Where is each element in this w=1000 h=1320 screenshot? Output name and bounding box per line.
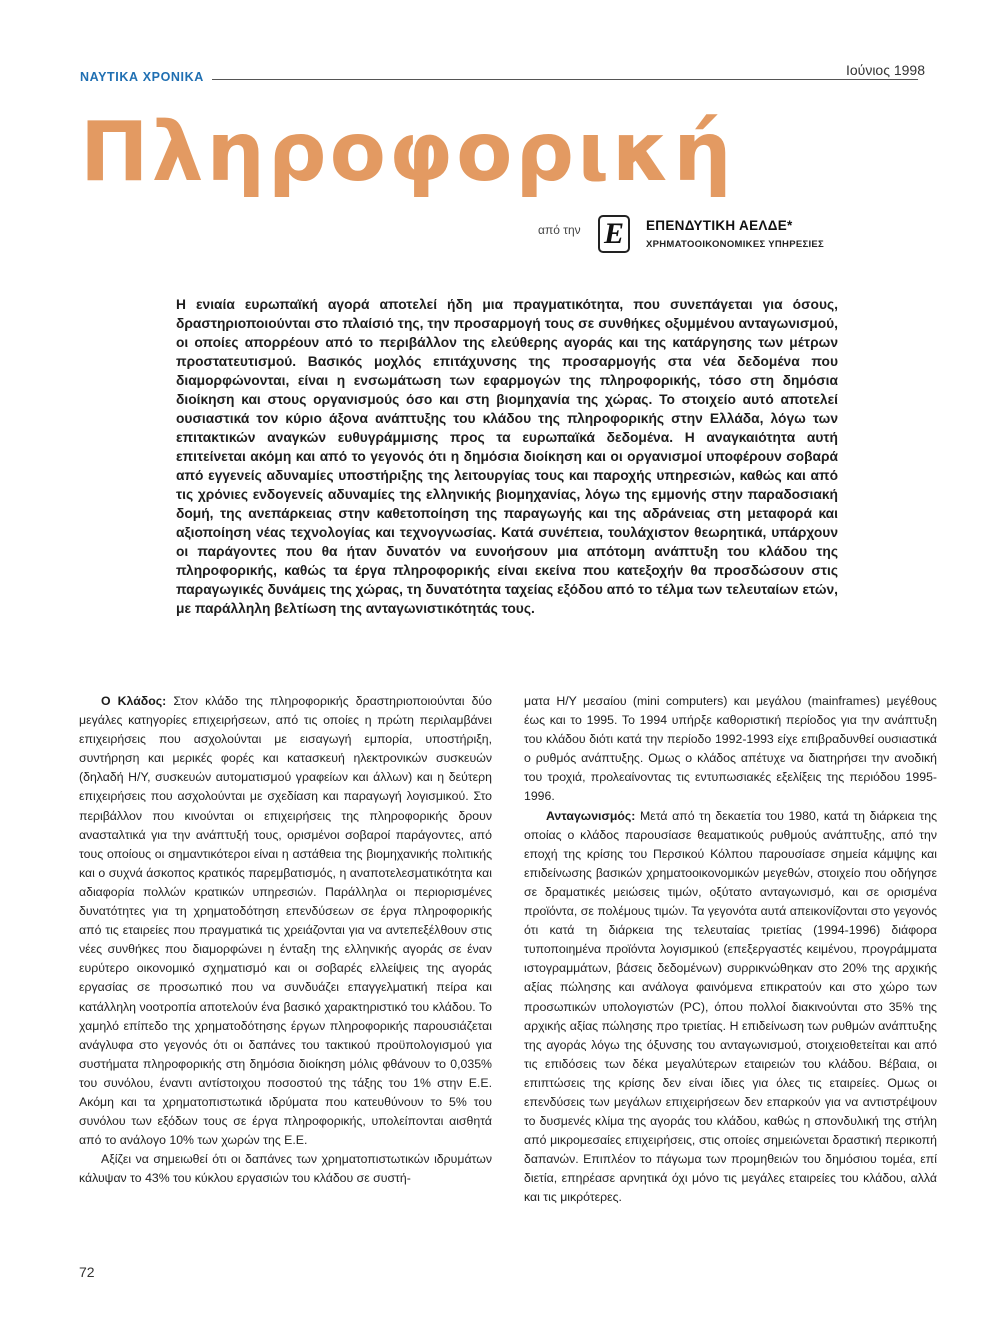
intro-paragraph: Η ενιαία ευρωπαϊκή αγορά αποτελεί ήδη μια πραγματικότητα, που συνεπάγεται για όσους, δραστηριοποιούνται στο πλαίσιό της, την προσαρμογή τους σε συνθήκες οξυμμένου ανταγωνισμού, οι οποίες απορρέουν από το περιβάλλον της ελεύθερης αγοράς και της κατάργησης των μέτρων προστατευτισμού. Βασικός μοχλός επιτάχυνσης της προσαρμογής στα νέα δεδομένα που διαμορφώνονται, είναι η ενσωμάτωση των εφαρμογών της πληροφορικής, τόσο στη δημόσια διοίκηση και στους οργανισμούς όσο και στη βιομηχανία της χώρας. Το στοιχείο αυτό αποτελεί ουσιαστικά τον κύριο άξονα ανάπτυξης του κλάδου της πληροφορικής στην Ελλάδα, λόγω των επιτακτικών αναγκών ευθυγράμμισης προς τα ευρωπαϊκά δεδομένα. Η αναγκαιότητα αυτή επιτείνεται ακόμη και από το γεγονός ότι η δημόσια διοίκηση και οι οργανισμοί υποφέρουν σοβαρά από εγγενείς αδυναμίες υποστήριξης της λειτουργίας τους και παροχής υπηρεσιών, καθώς και από τις χρόνιες ενδογενείς αδυναμίες της ελληνικής βιομηχανίας, λόγω της εμμονής στην παραδοσιακή δομή, της ανεπάρκειας στην καθετοποίηση της παραγωγής και της αδράνειας στη μεταφορά και αξιοποίηση νέας τεχνολογίας και τεχνογνωσίας. Κατά συνέπεια, τουλάχιστον θεωρητικά, υπάρχουν οι παράγοντες που θα ήταν δυνατόν να ευνοήσουν μια απότομη ανάπτυξη του κλάδου της πληροφορικής, καθώς τα έργα πληροφορικής είναι εκείνα που κατεξοχήν θα προσδώσουν στις παραγωγικές δυνάμεις της χώρας, τη δυνατότητα ταχείας εξόδου από το τέλμα των τελευταίων ετών, με παράλληλη βελτίωση της ανταγωνιστικότητάς τους. xyxy=(176,297,838,616)
byline-prefix: από την xyxy=(538,223,581,237)
paragraph-competition xyxy=(524,807,937,1208)
body-column-left xyxy=(79,692,492,1188)
byline xyxy=(538,215,938,265)
company-name: ΕΠΕΝΔΥΤΙΚΗ ΑΕΛΔΕ* xyxy=(646,218,793,233)
company-logo: E xyxy=(598,215,630,253)
page-header xyxy=(80,60,925,86)
paragraph-sector xyxy=(79,692,492,1150)
paragraph-text: Μετά από τη δεκαετία του 1980, κατά τη διάρκεια της οποίας ο κλάδος παρουσίασε θεαματικούς ρυθμούς ανάπτυξης, από την εποχή της κρίσης του Περσικού Κόλπου παρουσίασε σημεία κάμψης και επιδείνωσης βασικών χρηματοοικονομικών μεγεθών, στοιχείο που οδήγησε σε δραματικές μειώσεις τιμών, οξύτατο ανταγωνισμό, και σε ορισμένα προϊόντα, σε πολέμους τιμών. Τα γεγονότα αυτά απεικονίζονται στο γεγονός ότι κατά τη διάρκεια της τελευταίας τριετίας (1994-1996) διάφορα τυποποιημένα προϊόντα λογισμικού (επεξεργαστές κειμένου, προγράμματα ιστογραμμάτων, βάσεις δεδομένων) συρρικνώθηκαν στο 20% της αρχικής αξίας πώλησης και ανάλογα φαινόμενα επικρατούν και στο χώρο των προσωπικών υπολογιστών (PC), όπου πολλοί διακινούνται στο 35% της αρχικής αξίας πώλησης προ τριετίας. Η επιδείνωση των ρυθμών ανάπτυξης της αγοράς λόγω της όξυνσης του ανταγωνισμού, στοιχειοθετείται και από τις επιδόσεις των δέκα μεγαλύτερων εταιρειών του κλάδου. Βέβαια, οι επιπτώσεις της κρίσης δεν είναι ίδιες για όλες τις εταιρείες. Ομως οι επενδύσεις των μεγάλων επιχειρήσεων δεν επαρκούν για να αντιστρέψουν το δυσμενές κλίμα της αγοράς του κλάδου, καθώς η σπονδυλική της στήλη από μικρομεσαίες επιχειρήσεις, στις οποίες σημειώνεται δραστική περικοπή δαπανών. Επιπλέον το πάγωμα των προμηθειών του δημόσιου τομέα, επί διετία, επηρέασε αρνητικά όχι μόνο τις μεγάλες εταιρείες του κλάδου, αλλά και τις μικρότερες. xyxy=(524,808,937,1205)
paragraph-continued xyxy=(524,692,937,807)
header-rule xyxy=(212,79,918,80)
company-subtitle: ΧΡΗΜΑΤΟΟΙΚΟΝΟΜΙΚΕΣ ΥΠΗΡΕΣΙΕΣ xyxy=(646,239,825,250)
page-number: 72 xyxy=(79,1264,95,1280)
paragraph-text: Αξίζει να σημειωθεί ότι οι δαπάνες των χρηματοπιστωτικών ιδρυμάτων κάλυψαν το 43% του κύκλου εργασιών του κλάδου σε συστή- xyxy=(79,1152,492,1186)
paragraph-text: Στον κλάδο της πληροφορικής δραστηριοποιούνται δύο μεγάλες κατηγορίες επιχειρήσεων, από τις οποίες η πρώτη περιλαμβάνει επιχειρήσεις που ασχολούνται με εισαγωγή εμπορία, υποστήριξη, συντήρηση και μερικές φορές και κατασκευή ηλεκτρονικών συσκευών (δηλαδή Η/Υ, συσκευών αυτοματισμού γραφείων και άλλων) και η δεύτερη επιχειρήσεις που ασχολούνται με σχεδίαση και παραγωγή λογισμικού. Στο περιβάλλον που κινούνται οι επιχειρήσεις της πληροφορικής δρουν ανασταλτικά για την ανάπτυξή τους, ορισμένοι σοβαροί παράγοντες, από τους οποίους οι σημαντικότεροι είναι η αστάθεια της βιομηχανικής πολιτικής και ο συχνά άσκοπος κρατικός παρεμβατισμός, η αναποτελεσματικότητα και αδιαφορία πολλών κρατικών υπηρεσιών. Παράλληλα οι περιορισμένες δυνατότητες για τη χρηματοδότηση επενδύσεων σε έργα πληροφορικής από τις εταιρείες που πραγματικά τις χρειάζονται για να αντεπεξέλθουν στις νέες συνθήκες που διαμορφώνει η ένταξη της ελληνικής αγοράς σε έναν ευρύτερο οικονομικό σχηματισμό και οι σοβαρές ελλείψεις της αγοράς εργασίας σε προσωπικό που να συνδυάζει επαγγελματική πείρα και κατάλληλη νοοτροπία αποτελούν ένα βασικό χαρακτηριστικό του κλάδου. Το χαμηλό επίπεδο της χρηματοδότησης έργων πληροφορικής παρουσιάζεται ανάγλυφα στο γεγονός ότι οι δαπάνες του τακτικού προϋπολογισμού για συστήματα πληροφορικής στη δημόσια διοίκηση μόλις φθάνουν το 0,035% του συνόλου, έναντι αντίστοιχου ποσοστού της τάξης του 1% στην Ε.Ε. Ακόμη και τα χρηματοπιστωτικά ιδρύματα που κατευθύνουν το 5% του συνόλου των εξόδων τους σε έργα πληροφορικής, υπολείπονται αισθητά από το ανάλογο 10% των χωρών της Ε.Ε. xyxy=(79,694,492,1148)
article-title: Πληροφορική xyxy=(80,105,735,200)
section-lead-competition: Ανταγωνισμός: xyxy=(546,808,636,823)
publication-name: ΝΑΥΤΙΚΑ ΧΡΟΝΙΚΑ xyxy=(80,70,204,84)
section-lead-sector: Ο Κλάδος: xyxy=(101,694,167,708)
body-column-right xyxy=(524,692,937,1208)
paragraph-expenses xyxy=(79,1150,492,1188)
issue-date: Ιούνιος 1998 xyxy=(845,62,925,78)
paragraph-text: ματα Η/Υ μεσαίου (mini computers) και μεγάλου (mainframes) μεγέθους έως και το 1995. Το 1994 υπήρξε καθοριστική περίοδος για την ανάπτυξη του κλάδου διότι κατά την περίοδο 1992-1993 είχε επιβραδυνθεί ουσιαστικά ο ρυθμός ανάπτυξης. Ομως ο κλάδος απέτυχε να διατηρήσει την ανοδική του τροχιά, προλεαίνοντας τις εντυπωσιακές εξελίξεις της περιόδου 1995-1996. xyxy=(524,694,937,804)
